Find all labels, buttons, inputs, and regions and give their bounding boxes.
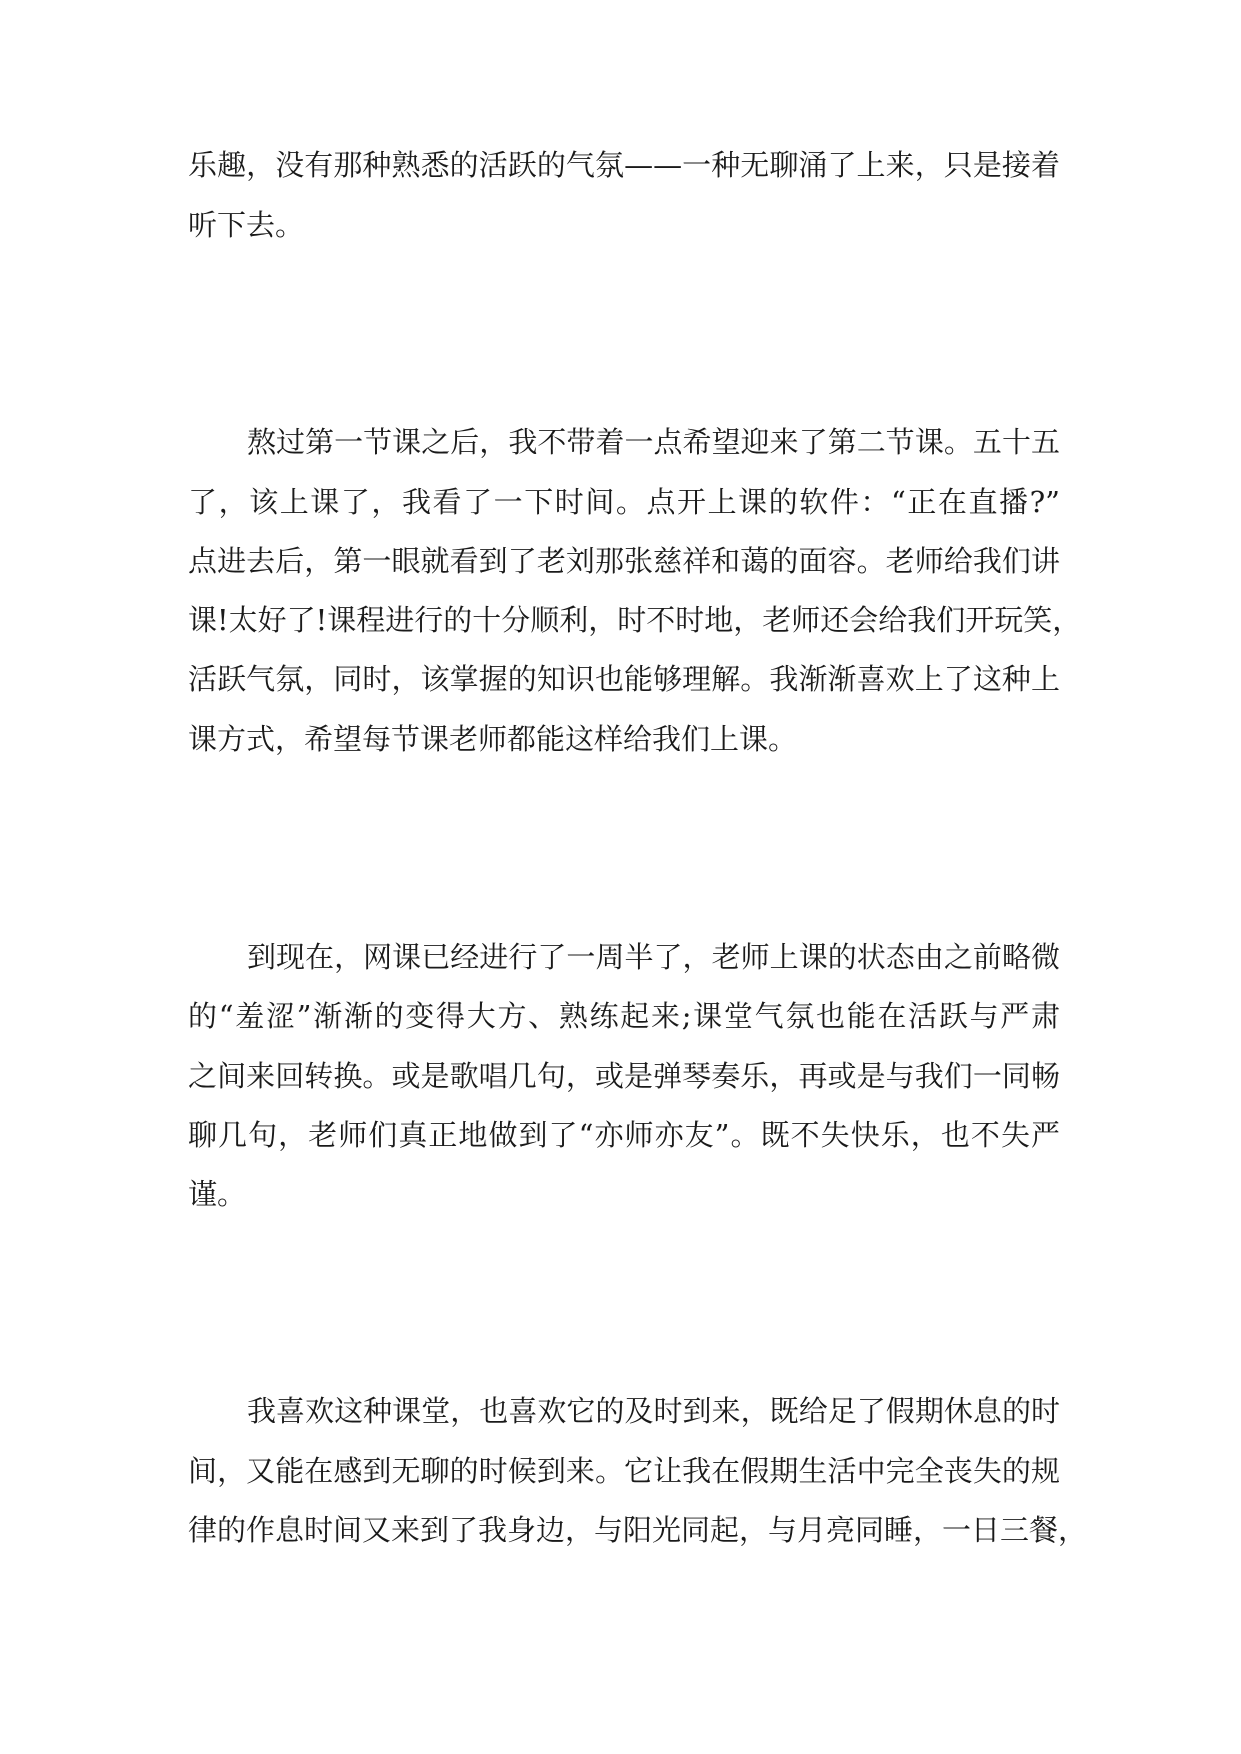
text-line: 到现在，网课已经进行了一周半了，老师上课的状态由之前略微 [247, 940, 1060, 974]
text-line: 课方式，希望每节课老师都能这样给我们上课。 [188, 722, 798, 756]
text-line: 我喜欢这种课堂，也喜欢它的及时到来，既给足了假期休息的时 [247, 1394, 1060, 1428]
text-line: 谨。 [188, 1177, 247, 1211]
text-line: 的“羞涩”渐渐的变得大方、熟练起来;课堂气氛也能在活跃与严肃 [188, 999, 1060, 1033]
text-line: 之间来回转换。或是歌唱几句，或是弹琴奏乐，再或是与我们一同畅 [188, 1059, 1060, 1093]
text-line: 熬过第一节课之后，我不带着一点希望迎来了第二节课。五十五 [247, 425, 1060, 459]
text-line: 乐趣，没有那种熟悉的活跃的气氛——一种无聊涌了上来，只是接着 [188, 148, 1060, 182]
text-line: 活跃气氛，同时，该掌握的知识也能够理解。我渐渐喜欢上了这种上 [188, 662, 1060, 696]
text-line: 了，该上课了，我看了一下时间。点开上课的软件：“正在直播?” [188, 485, 1060, 519]
text-line: 课!太好了!课程进行的十分顺利，时不时地，老师还会给我们开玩笑， [188, 603, 1082, 637]
text-line: 听下去。 [188, 208, 305, 242]
text-line: 点进去后，第一眼就看到了老刘那张慈祥和蔼的面容。老师给我们讲 [188, 544, 1060, 578]
text-line: 聊几句，老师们真正地做到了“亦师亦友”。既不失快乐，也不失严 [188, 1118, 1060, 1152]
text-line: 间，又能在感到无聊的时候到来。它让我在假期生活中完全丧失的规 [188, 1454, 1060, 1488]
text-line: 律的作息时间又来到了我身边，与阳光同起，与月亮同睡，一日三餐， [188, 1513, 1088, 1547]
